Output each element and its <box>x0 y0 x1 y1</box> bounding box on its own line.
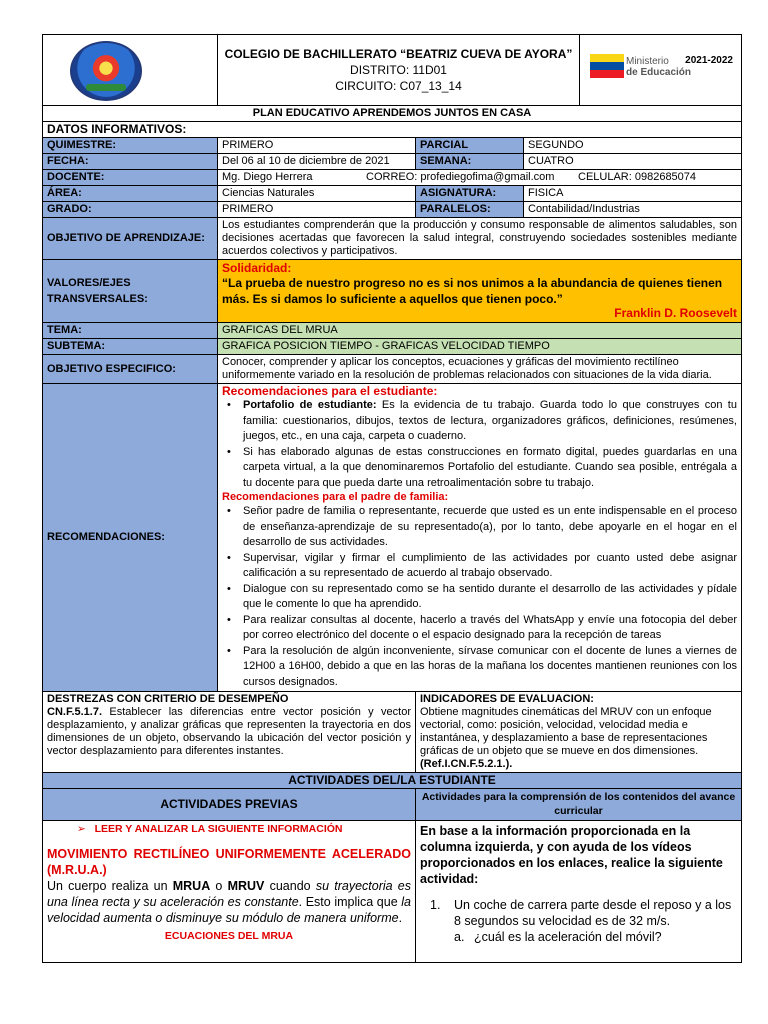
fecha-value: Del 06 al 10 de diciembre de 2021 <box>218 154 416 170</box>
ministry-logo: Ministerio de Educación <box>626 56 692 78</box>
indicadores-ref: (Ref.I.CN.F.5.2.1.). <box>420 758 513 770</box>
paralelos-value: Contabilidad/Industrias <box>524 202 742 218</box>
circuit: CIRCUITO: C07_13_14 <box>335 79 462 93</box>
actividades-previas: ACTIVIDADES PREVIAS <box>43 789 416 821</box>
question-1a: a. ¿cuál es la aceleración del móvil? <box>454 930 662 944</box>
school-year: 2021-2022 <box>685 55 733 66</box>
valores-author: Franklin D. Roosevelt <box>614 306 737 320</box>
parcial-value: SEGUNDO <box>524 138 742 154</box>
tema-label: TEMA: <box>43 323 218 339</box>
valores-box <box>218 260 742 323</box>
docente-value: Mg. Diego Herrera <box>222 171 313 183</box>
grado-label: GRADO: <box>43 202 218 218</box>
docente-email: CORREO: profediegofima@gmail.com <box>366 171 555 183</box>
school-info <box>218 35 580 106</box>
student-recom-title: Recomendaciones para el estudiante: <box>222 384 438 398</box>
school-name: COLEGIO DE BACHILLERATO “BEATRIZ CUEVA DE AYORA” <box>224 47 573 61</box>
objesp-value: Conocer, comprender y aplicar los conceptos, ecuaciones y gráficas del movimiento rectilíneo uniformemente variado en la resolución de problemas relacionados con situaciones de la vida diaria. <box>218 355 742 384</box>
header-table <box>42 34 742 106</box>
list-item: • Para la resolución de algún inconveniente, sírvase comunicar con el docente de lunes a viernes de 12H00 a 16H00, debido a que en las horas de la mañana los docentes mantienen reuniones con los cursos designados. <box>222 644 737 691</box>
indicadores-text: Obtiene magnitudes cinemáticas del MRUV con un enfoque vectorial, como: posición, velocidad, velocidad media e instantánea, y desplazamiento a base de representaciones gráficas de un objeto que se mueve en dos dimensiones. <box>420 706 712 757</box>
student-recom-list <box>222 398 737 491</box>
grado-value: PRIMERO <box>218 202 416 218</box>
objetivo-label: OBJETIVO DE APRENDIZAJE: <box>43 218 218 260</box>
valores-label: VALORES/EJES TRANSVERSALES: <box>43 260 218 323</box>
destrezas-text: Establecer las diferencias entre vector posición y vector desplazamiento, y analizar gráficas que representen la trayectoria en dos dimensiones de un objeto, observando la ubicación del vector posición y vector desplazamiento para diferentes instantes. <box>47 706 411 757</box>
indicadores-cell <box>416 692 742 773</box>
quimestre-label: QUIMESTRE: <box>43 138 218 154</box>
actividades-comprension: Actividades para la comprensión de los contenidos del avance curricular <box>416 789 742 821</box>
area-label: ÁREA: <box>43 186 218 202</box>
info-table <box>42 105 742 692</box>
list-item: • Para realizar consultas al docente, hacerlo a través del WhatsApp y envíe una fotocopia del deber por correo electrónico del docente o el espacio designado para la recepción de tareas <box>222 613 737 644</box>
recom-label: RECOMENDACIONES: <box>43 384 218 692</box>
recom-content <box>218 384 742 692</box>
objetivo-value: Los estudiantes comprenderán que la producción y consumo responsable de alimentos saludables, son decisiones acertadas que favorecen la salud integral, construyendo sociedades sostenibles mediante acuerdos colectivos y participativos. <box>218 218 742 260</box>
fecha-label: FECHA: <box>43 154 218 170</box>
list-item: • Si has elaborado algunas de estas construcciones en formato digital, puedes guardarlas en una carpeta virtual, a la que denominaremos Portafolio del estudiante. Cuando sea posible, entrégala a tu docente para que pueda darte una retroalimentación sobre tu trabajo. <box>222 445 737 492</box>
parent-recom-list <box>222 504 737 690</box>
mrua-title: MOVIMIENTO RECTILÍNEO UNIFORMEMENTE ACELERADO (M.R.U.A.) <box>47 847 411 877</box>
comprension-content <box>416 821 742 963</box>
objesp-label: OBJETIVO ESPECIFICO: <box>43 355 218 384</box>
paralelos-label: PARALELOS: <box>416 202 524 218</box>
school-seal-icon <box>47 36 157 104</box>
area-value: Ciencias Naturales <box>218 186 416 202</box>
subtema-label: SUBTEMA: <box>43 339 218 355</box>
valores-title: Solidaridad: <box>222 261 292 275</box>
ecuaciones-heading: ECUACIONES DEL MRUA <box>164 930 294 942</box>
arrow-icon: ➢ <box>77 823 86 835</box>
asignatura-label: ASIGNATURA: <box>416 186 524 202</box>
list-item: • Portafolio de estudiante: Es la evidencia de tu trabajo. Guarda todo lo que construyes con tu familia: cuestionarios, dibujos, textos de lectura, organizadores gráficos, definiciones, resúmenes, juegos, etc., en una caja, carpeta o cuaderno. <box>222 398 737 445</box>
actividades-title: ACTIVIDADES DEL/LA ESTUDIANTE <box>43 773 742 789</box>
plan-document <box>42 34 741 963</box>
asignatura-value: FISICA <box>524 186 742 202</box>
quimestre-value: PRIMERO <box>218 138 416 154</box>
list-item: • Dialogue con su representado como se ha sentido durante el desarrollo de las actividades y pídale que le comente lo que ha aprendido. <box>222 582 737 613</box>
docente-phone: CELULAR: 0982685074 <box>578 171 697 183</box>
ecuador-flag-icon <box>590 54 624 78</box>
parent-recom-title: Recomendaciones para el padre de familia: <box>222 491 449 503</box>
ministry-cell <box>580 35 742 106</box>
subtema-value: GRAFICA POSICION TIEMPO - GRAFICAS VELOCIDAD TIEMPO <box>218 339 742 355</box>
leer-heading: ➢ LEER Y ANALIZAR LA SIGUIENTE INFORMACIÓN <box>77 823 343 835</box>
question-1: 1. Un coche de carrera parte desde el reposo y a los 8 segundos su velocidad es de 32 m/s. <box>430 898 732 928</box>
school-logo-cell <box>43 35 218 106</box>
tema-value: GRAFICAS DEL MRUA <box>218 323 742 339</box>
semana-label: SEMANA: <box>416 154 524 170</box>
mrua-definition: Un cuerpo realiza un MRUA o MRUV cuando su trayectoria es una línea recta y su aceleración es constante. Esto implica que la velocidad aumenta o disminuye su módulo de manera uniforme. <box>47 879 411 925</box>
plan-title: PLAN EDUCATIVO APRENDEMOS JUNTOS EN CASA <box>43 106 742 122</box>
parcial-label: PARCIAL <box>416 138 524 154</box>
list-item: • Supervisar, vigilar y firmar el cumplimiento de las actividades por cuanto usted debe asignar calificación a su representado de acuerdo al trabajo observado. <box>222 551 737 582</box>
previas-content <box>43 821 416 963</box>
docente-row <box>218 170 742 186</box>
destrezas-title: DESTREZAS CON CRITERIO DE DESEMPEÑO <box>47 693 289 705</box>
district: DISTRITO: 11D01 <box>350 63 447 77</box>
list-item: • Señor padre de familia o representante, recuerde que usted es un ente indispensable en el proceso de enseñanza-aprendizaje de su representado(a), por lo tanto, debe apoyarle en el hogar en el desarrollo de sus actividades. <box>222 504 737 551</box>
docente-label: DOCENTE: <box>43 170 218 186</box>
indicadores-title: INDICADORES DE EVALUACION: <box>420 693 594 705</box>
datos-title: DATOS INFORMATIVOS: <box>43 122 742 138</box>
semana-value: CUATRO <box>524 154 742 170</box>
valores-quote: “La prueba de nuestro progreso no es si nos unimos a la abundancia de quienes tienen más. Es si damos lo suficiente a aquellos que tienen poco.” <box>222 276 723 306</box>
destrezas-code: CN.F.5.1.7. <box>47 706 103 718</box>
destrezas-cell <box>43 692 416 773</box>
destrezas-table <box>42 691 742 963</box>
right-intro: En base a la información proporcionada en la columna izquierda, y con ayuda de los vídeos proporcionados en los enlaces, realice la siguiente actividad: <box>420 824 723 886</box>
